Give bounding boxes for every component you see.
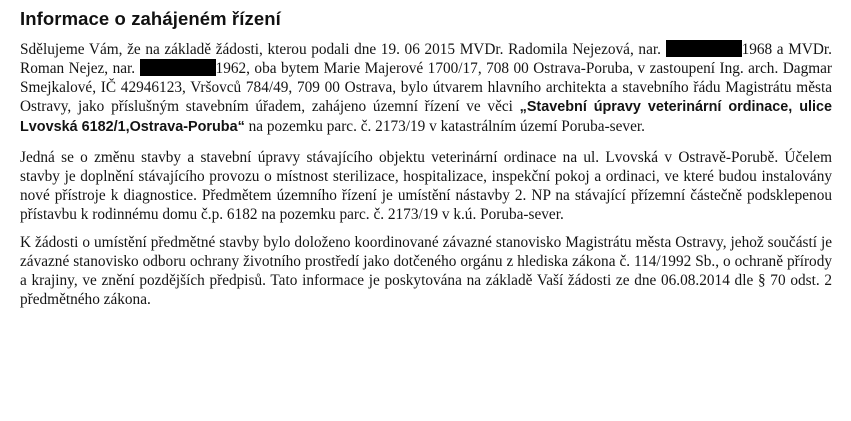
project-name: „Stavební úpravy veterinární ordinace, ulice Lvovská 6182/1,Ostrava-Poruba“ bbox=[20, 99, 833, 135]
paragraph-project-description: Jedná se o změnu stavby a stavební úpravy stávajícího objektu veterinární ordinace na ul. Lvovská v Ostravě-Porubě. Účelem stavby je doplnění stávajícího provozu o místnost sterilizace, hospitalizace, inspekční pokoj a ordinaci, ve které budou instalovány nové přístroje k diagnostice. Předmětem územního řízení je umístění nástavby 2. NP na stávající přízemní částečně podsklepenou přístavbu k rodinnému domu č.p. 6182 na pozemku parc. č. 2173/19 v k.ú. Poruba-sever. bbox=[20, 149, 832, 223]
paragraph-proceeding-notice bbox=[20, 40, 832, 137]
redaction-birthdate-1 bbox=[666, 40, 742, 57]
document-title: Informace o zahájeném řízení bbox=[20, 8, 281, 29]
p1-text-1: Sdělujeme Vám, že na základě žádosti, kterou podali dne 19. 06 2015 MVDr. Radomila Nejezová, nar. bbox=[20, 41, 666, 58]
paragraph-binding-opinion: K žádosti o umístění předmětné stavby bylo doloženo koordinované závazné stanovisko Magistrátu města Ostravy, jehož součástí je závazné stanovisko odboru ochrany životního prostředí jako dotčeného orgánu z hlediska zákona č. 114/1992 Sb., o ochraně přírody a krajiny, ve znění pozdějších předpisů. Tato informace je poskytována na základě Vaší žádosti ze dne 06.08.2014 dle § 70 odst. 2 předmětného zákona. bbox=[20, 234, 832, 308]
p1-text-2: 1968 a MVDr. Roman Nejez, nar. bbox=[20, 41, 832, 77]
redaction-birthdate-2 bbox=[140, 59, 216, 76]
p1-text-3: 1962, oba bytem Marie Majerové 1700/17, 708 00 Ostrava-Poruba, v zastoupení Ing. arch. Dagmar Smejkalové, IČ 42946123, Vršovců 784/49, 709 00 Ostrava, bylo útvarem hlavního architekta a stavebního řádu Magistrátu města Ostravy, jako příslušným stavebním úřadem, zahájeno územní řízení ve věci bbox=[20, 60, 832, 115]
p1-text-4: na pozemku parc. č. 2173/19 v katastrálním území Poruba-sever. bbox=[244, 118, 645, 135]
